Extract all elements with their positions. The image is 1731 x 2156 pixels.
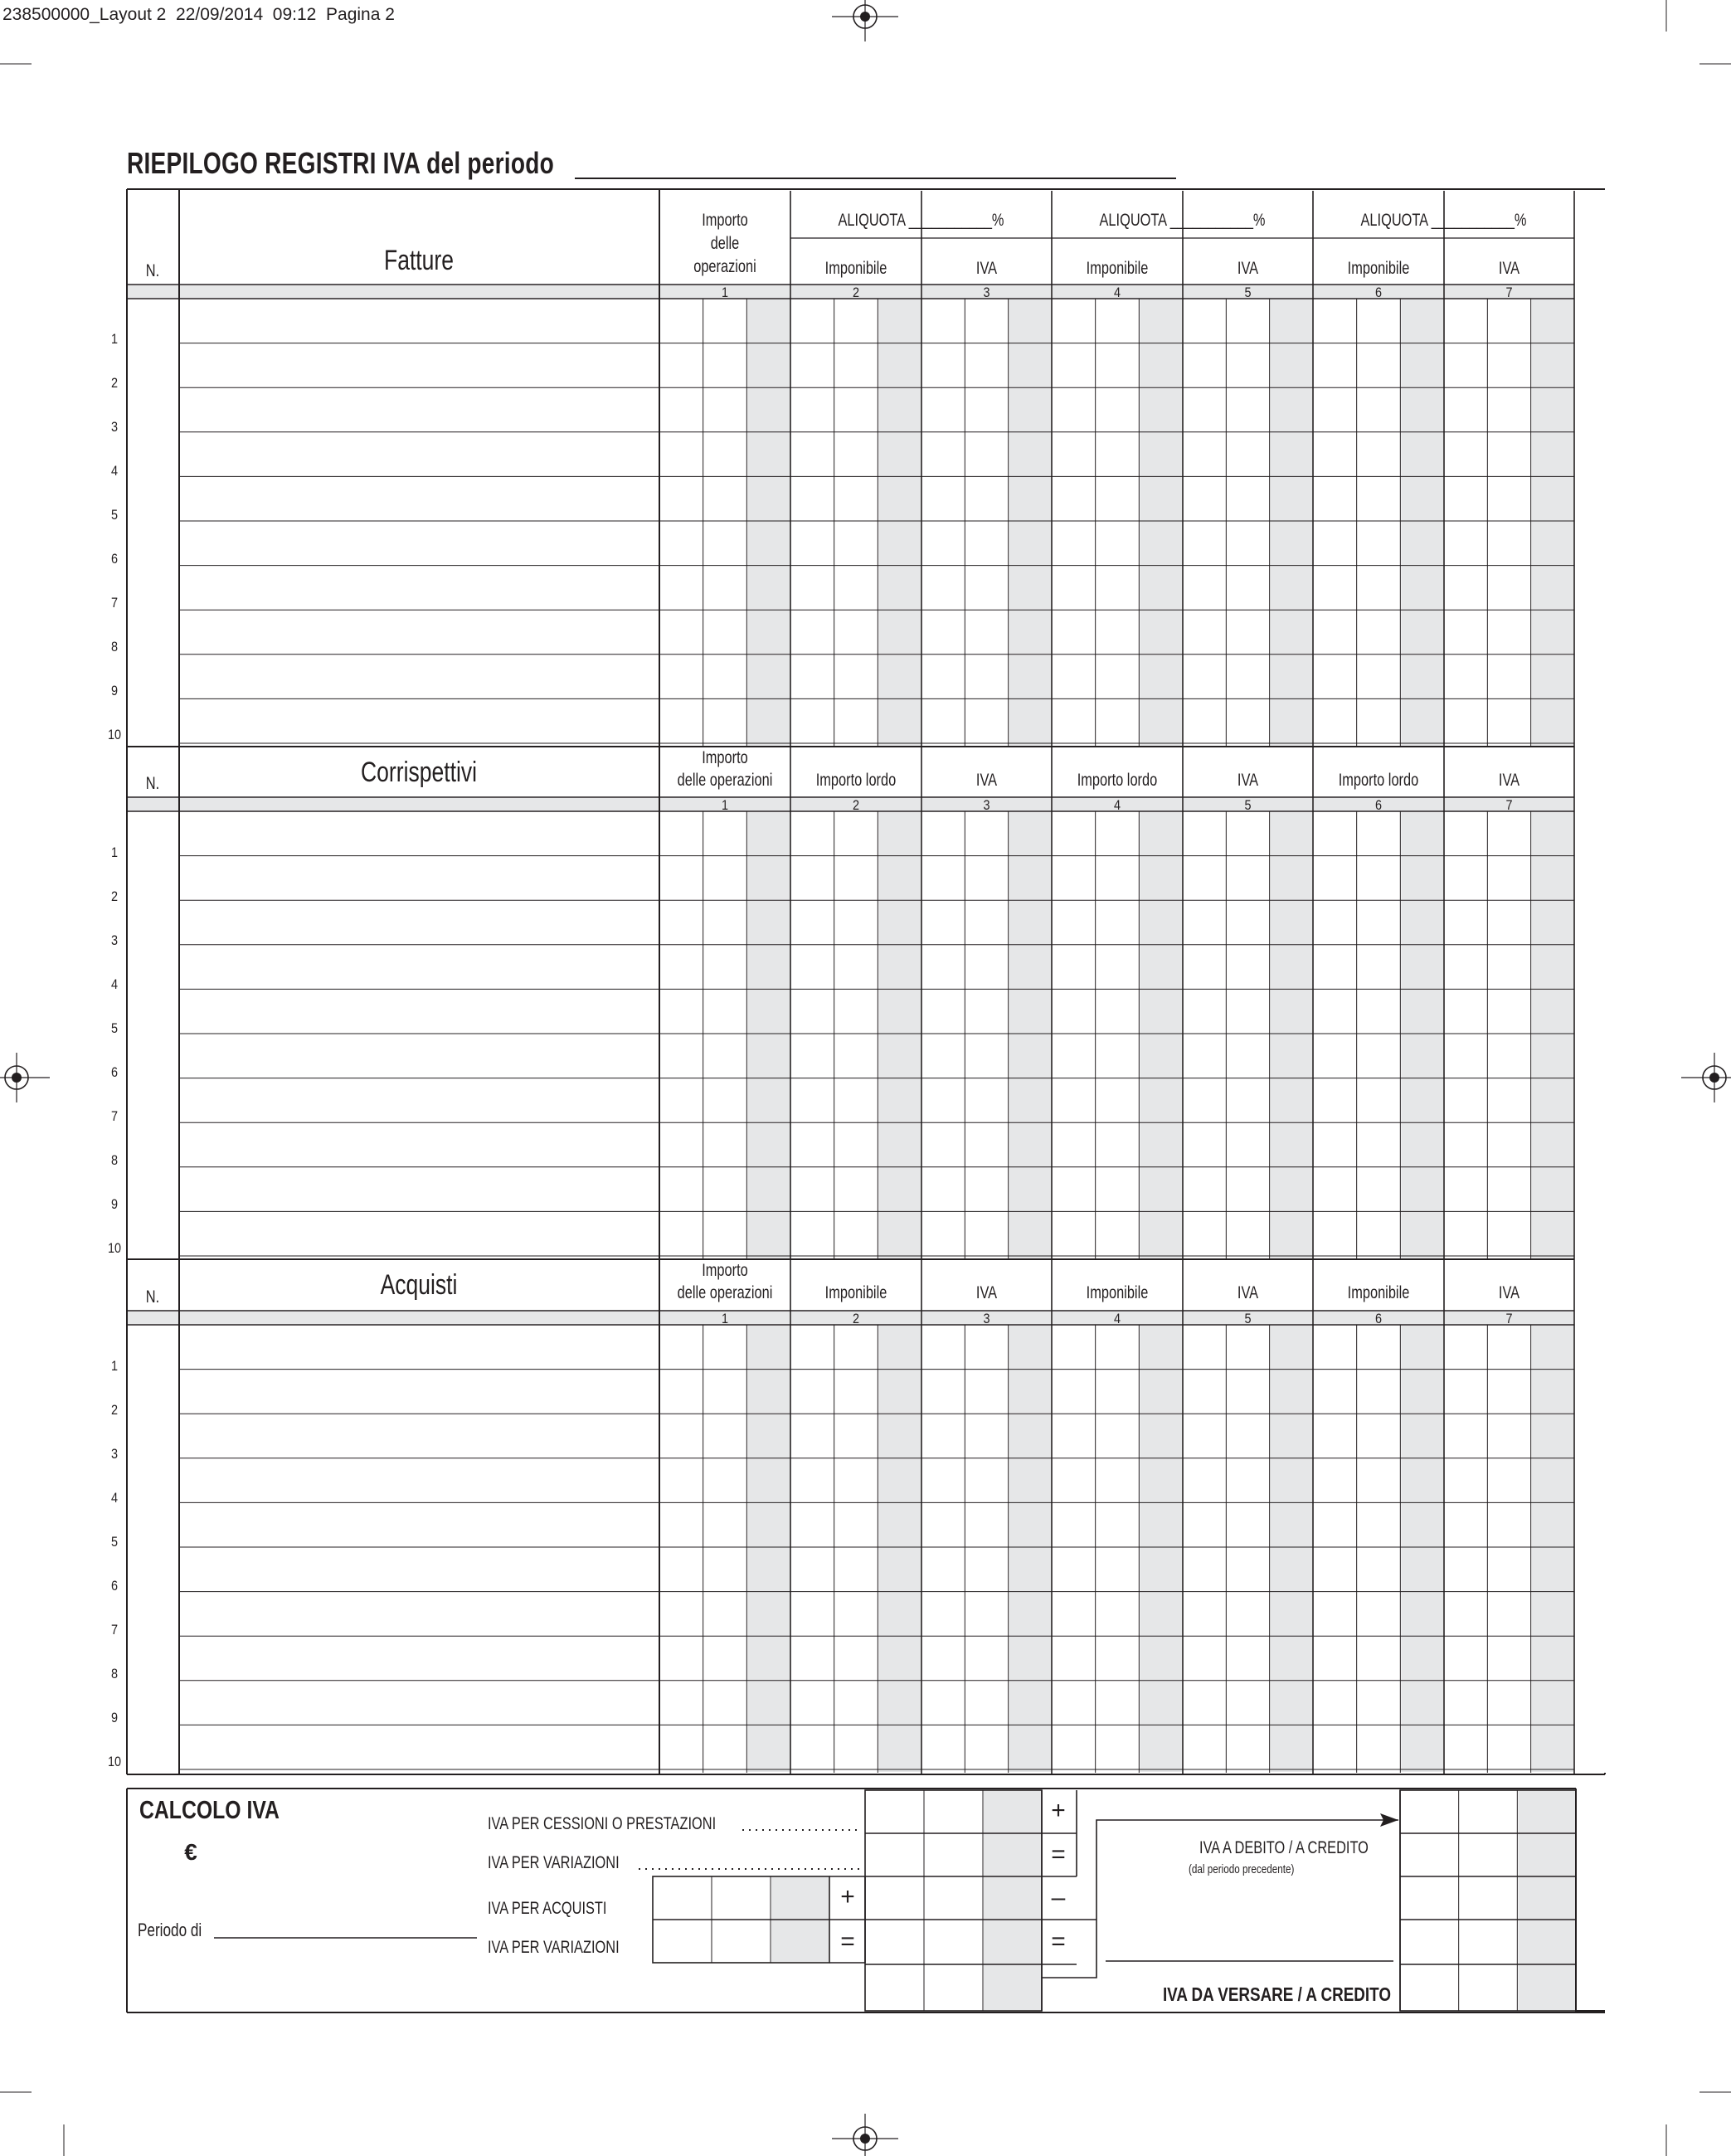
n-label: N. xyxy=(145,1287,160,1307)
row-number: 10 xyxy=(107,1240,122,1257)
plus-icon: + xyxy=(1051,1797,1066,1824)
column-number: 3 xyxy=(983,285,990,301)
row-number: 9 xyxy=(110,1710,119,1726)
grey-digit-cell xyxy=(747,299,790,746)
row-number: 6 xyxy=(110,551,119,567)
section-title-corrispettivi: Corrispettivi xyxy=(361,756,477,788)
column-number: 5 xyxy=(1244,285,1252,301)
row-number: 2 xyxy=(110,375,119,392)
debito-credito-label: IVA A DEBITO / A CREDITO xyxy=(1199,1837,1369,1857)
column-number: 3 xyxy=(983,1311,990,1327)
row-number: 3 xyxy=(110,419,119,436)
row-number: 2 xyxy=(110,1402,119,1419)
column-number: 6 xyxy=(1374,797,1383,814)
section-title-acquisti: Acquisti xyxy=(380,1268,458,1301)
variazioni-label: IVA PER VARIAZIONI xyxy=(488,1937,620,1957)
column-number: 6 xyxy=(1374,1311,1383,1327)
grey-digit-cell xyxy=(1009,299,1051,746)
sub-column-label: IVA xyxy=(1237,1282,1259,1302)
euro-icon: € xyxy=(184,1839,197,1865)
column-number: 4 xyxy=(1113,285,1121,301)
versare-label: IVA DA VERSARE / A CREDITO xyxy=(1162,1984,1391,2006)
grey-digit-cell xyxy=(1271,812,1312,1258)
grey-digit-cell xyxy=(878,299,921,746)
sub-column-label: Importo lordo xyxy=(1077,770,1158,790)
equals-icon: = xyxy=(840,1928,855,1955)
col1-label: Importo xyxy=(702,747,748,767)
row-number: 7 xyxy=(110,1622,119,1638)
row-number: 5 xyxy=(110,1534,119,1550)
sub-column-label: Imponibile xyxy=(824,1282,887,1302)
cessioni-label: IVA PER CESSIONI O PRESTAZIONI xyxy=(488,1813,717,1833)
grey-digit-cell xyxy=(1401,1326,1443,1772)
row-number: 4 xyxy=(110,463,119,479)
page-title: RIEPILOGO REGISTRI IVA del periodo xyxy=(127,146,555,180)
column-number: 7 xyxy=(1505,797,1513,814)
column-number: 6 xyxy=(1374,285,1383,301)
column-number: 1 xyxy=(721,285,729,301)
col1-label: Importo xyxy=(702,210,748,230)
header-shade xyxy=(180,285,659,298)
grey-digit-cell xyxy=(747,812,790,1258)
sub-column-label: Imponibile xyxy=(1347,258,1410,278)
grey-digit-cell xyxy=(1140,1326,1182,1772)
row-number: 7 xyxy=(110,1108,119,1125)
col1-label: delle operazioni xyxy=(677,770,773,790)
column-number: 7 xyxy=(1505,1311,1513,1327)
row-number: 1 xyxy=(110,331,119,348)
header-shade xyxy=(180,798,659,810)
sub-column-label: Imponibile xyxy=(824,258,887,278)
column-number: 2 xyxy=(852,797,860,814)
column-number: 1 xyxy=(721,797,729,814)
row-number: 8 xyxy=(110,1666,119,1682)
periodo-label: Periodo di xyxy=(138,1920,202,1941)
sub-column-label: IVA xyxy=(975,770,998,790)
row-number: 8 xyxy=(110,639,119,655)
col1-label: operazioni xyxy=(693,256,756,276)
column-number: 2 xyxy=(852,1311,860,1327)
column-number: 5 xyxy=(1244,1311,1252,1327)
grey-digit-cell xyxy=(878,1326,921,1772)
column-number: 4 xyxy=(1113,1311,1121,1327)
grey-digit-cell xyxy=(1401,299,1443,746)
sub-column-label: Imponibile xyxy=(1086,258,1149,278)
sub-column-label: Importo lordo xyxy=(815,770,897,790)
sub-column-label: IVA xyxy=(975,258,998,278)
col1-label: Importo xyxy=(702,1260,748,1280)
row-number: 10 xyxy=(107,727,122,743)
row-number: 3 xyxy=(110,1446,119,1462)
equals-icon: = xyxy=(1051,1928,1066,1955)
sub-column-label: IVA xyxy=(1237,770,1259,790)
header-shade xyxy=(128,1312,178,1324)
periodo-precedente-note: (dal periodo precedente) xyxy=(1188,1862,1295,1876)
row-number: 10 xyxy=(107,1754,122,1770)
n-label: N. xyxy=(145,260,160,280)
sub-column-label: Imponibile xyxy=(1086,1282,1149,1302)
grey-digit-cell xyxy=(747,1326,790,1772)
column-number: 7 xyxy=(1505,285,1513,301)
calc-title: CALCOLO IVA xyxy=(139,1795,280,1824)
grey-digit-cell xyxy=(1271,299,1312,746)
grey-digit-cell xyxy=(984,1791,1041,2010)
col1-label: delle operazioni xyxy=(677,1282,773,1302)
header-shade xyxy=(128,798,178,810)
grey-digit-cell xyxy=(1009,1326,1051,1772)
sub-column-label: IVA xyxy=(975,1282,998,1302)
row-number: 4 xyxy=(110,1490,119,1506)
aliquota-label: ALIQUOTA ___________% xyxy=(1360,210,1527,230)
row-number: 3 xyxy=(110,932,119,949)
print-slug: 238500000_Layout 2 22/09/2014 09:12 Pagina 2 xyxy=(2,5,395,24)
sub-column-label: IVA xyxy=(1498,1282,1520,1302)
row-number: 8 xyxy=(110,1152,119,1169)
aliquota-label: ALIQUOTA ___________% xyxy=(838,210,1004,230)
section-title-fatture: Fatture xyxy=(383,244,455,276)
grey-digit-cell xyxy=(1140,812,1182,1258)
column-number: 4 xyxy=(1113,797,1121,814)
grey-digit-cell xyxy=(1532,1326,1573,1772)
grey-digit-cell xyxy=(1532,812,1573,1258)
row-number: 2 xyxy=(110,888,119,905)
row-number: 4 xyxy=(110,976,119,993)
sub-column-label: IVA xyxy=(1498,258,1520,278)
row-number: 6 xyxy=(110,1064,119,1081)
variazioni-label: IVA PER VARIAZIONI xyxy=(488,1852,620,1872)
sub-column-label: IVA xyxy=(1237,258,1259,278)
row-number: 9 xyxy=(110,683,119,699)
row-number: 7 xyxy=(110,595,119,611)
header-shade xyxy=(128,285,178,298)
header-shade xyxy=(180,1312,659,1324)
plus-icon: + xyxy=(840,1883,855,1910)
n-label: N. xyxy=(145,773,160,793)
grey-digit-cell xyxy=(878,812,921,1258)
acquisti-label: IVA PER ACQUISTI xyxy=(488,1898,607,1918)
equals-icon: = xyxy=(1051,1841,1066,1868)
minus-icon: – xyxy=(1051,1884,1066,1911)
grey-digit-cell xyxy=(1532,299,1573,746)
sub-column-label: IVA xyxy=(1498,770,1520,790)
column-number: 5 xyxy=(1244,797,1252,814)
sub-column-label: Imponibile xyxy=(1347,1282,1410,1302)
grey-digit-cell xyxy=(1518,1791,1575,2010)
row-number: 6 xyxy=(110,1578,119,1594)
row-number: 1 xyxy=(110,844,119,861)
column-number: 3 xyxy=(983,797,990,814)
col1-label: delle xyxy=(710,233,740,253)
grey-digit-cell xyxy=(1401,812,1443,1258)
sub-column-label: Importo lordo xyxy=(1338,770,1419,790)
column-number: 2 xyxy=(852,285,860,301)
row-number: 5 xyxy=(110,1020,119,1037)
column-number: 1 xyxy=(721,1311,729,1327)
aliquota-label: ALIQUOTA ___________% xyxy=(1099,210,1266,230)
row-number: 5 xyxy=(110,507,119,523)
row-number: 1 xyxy=(110,1358,119,1375)
grey-digit-cell xyxy=(1271,1326,1312,1772)
grey-digit-cell xyxy=(1009,812,1051,1258)
row-number: 9 xyxy=(110,1196,119,1213)
grey-digit-cell xyxy=(1140,299,1182,746)
